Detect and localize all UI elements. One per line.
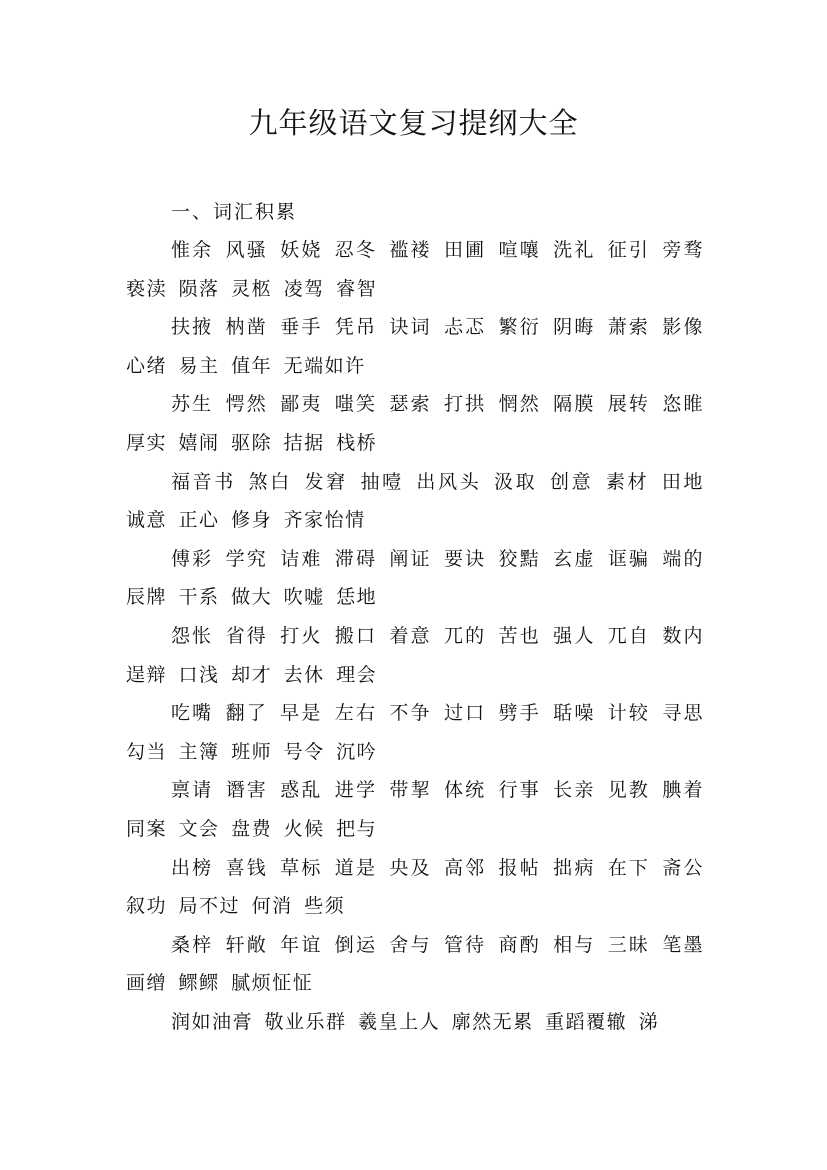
paragraph-7: 吃嘴 翻了 早是 左右 不争 过口 劈手 聒噪 计较 寻思 勾当 主簿 班师 号令 沉吟 xyxy=(126,702,704,763)
paragraph-6: 怨怅 省得 打火 搬口 着意 兀的 苦也 强人 兀自 数内 逞辩 口浅 却才 去休 理会 xyxy=(126,624,704,686)
paragraph-10: 桑梓 轩敞 年谊 倒运 舍与 管待 商酌 相与 三昧 笔墨 画缯 鳏鳏 腻烦怔怔 xyxy=(126,933,704,995)
paragraph-8: 禀请 谮害 惑乱 进学 带挈 体统 行事 长亲 见教 腆着 同案 文会 盘费 火候 把与 xyxy=(126,779,704,840)
paragraph-9: 出榜 喜钱 草标 道是 央及 高邻 报帖 拙病 在下 斋公 叙功 局不过 何消 些须 xyxy=(126,856,704,918)
paragraph-1: 惟余 风骚 妖娆 忍冬 褴褛 田圃 喧嚷 洗礼 征引 旁骛 亵渎 陨落 灵柩 凌驾 睿智 xyxy=(126,239,704,300)
document-title: 九年级语文复习提纲大全 xyxy=(248,106,579,140)
section-heading: 一、词汇积累 xyxy=(171,201,298,223)
paragraph-2: 扶掖 枘凿 垂手 凭吊 诀词 忐忑 繁衍 阴晦 萧索 影像 心绪 易主 值年 无端如许 xyxy=(126,316,704,377)
document-body xyxy=(126,231,704,1041)
paragraph-11: 润如油膏 敬业乐群 羲皇上人 廓然无累 重蹈覆辙 涕 xyxy=(171,1010,660,1033)
paragraph-5: 傅彩 学究 诘难 滞碍 阐证 要诀 狡黠 玄虚 诓骗 端的 辰牌 干系 做大 吹嘘 恁地 xyxy=(126,547,704,609)
paragraph-3: 苏生 愕然 鄙夷 嗤笑 瑟索 打拱 惘然 隔膜 展转 恣睢 厚实 嬉闹 驱除 拮据 栈桥 xyxy=(126,393,704,454)
paragraph-4: 福音书 煞白 发窘 抽噎 出风头 汲取 创意 素材 田地 诚意 正心 修身 齐家怡情 xyxy=(126,470,704,532)
